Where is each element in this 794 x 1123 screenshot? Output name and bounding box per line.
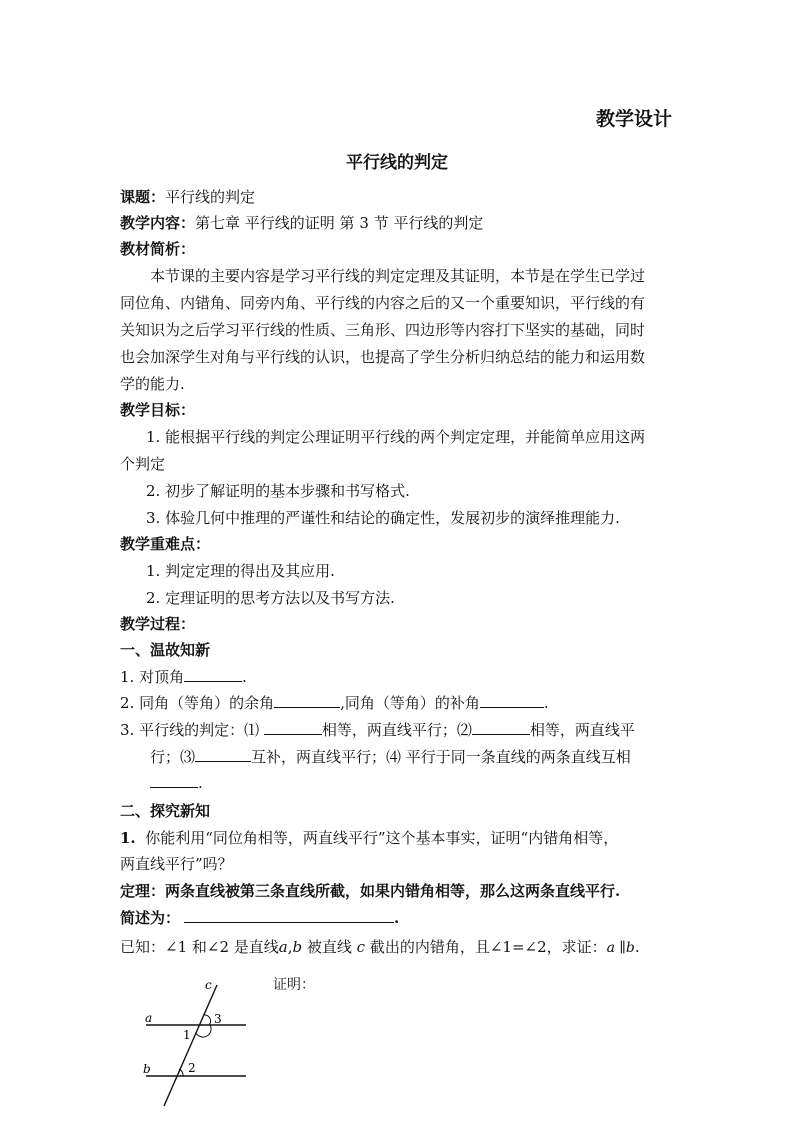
analysis-line: 关知识为之后学习平行线的性质、三角形、四边形等内容打下坚实的基础，同时 [120,321,646,339]
given-var: a [278,938,288,956]
brief-label: 简述为： [120,909,181,927]
answer-blank[interactable] [195,746,251,762]
goal-item: 个判定 [120,455,166,473]
document-type-label: 教学设计 [596,108,673,130]
answer-blank[interactable] [150,772,198,788]
question-number: 1. [120,829,136,847]
key-points-label: 教学重难点： [120,535,211,553]
review-question-2 [120,692,549,713]
analysis-line: 本节课的主要内容是学习平行线的判定定理及其证明，本节是在学生已学过 [150,267,646,285]
explore-question-cont: 两直线平行”吗？ [120,855,233,873]
analysis-line: 学的能力. [120,375,185,393]
line-c [164,985,217,1106]
question-text: 你能利用“同位角相等，两直线平行”这个基本事实，证明“内错角相等， [145,829,619,847]
question-text: 2. 同角（等角）的余角 [120,694,275,712]
review-question-3-end [150,772,203,792]
brief-end: . [394,909,400,927]
key-point-item: 2. 定理证明的思考方法以及书写方法. [146,589,395,607]
label-angle-1: 1 [183,1028,191,1042]
given-text: 被直线 [302,938,357,956]
goal-item: 2. 初步了解证明的基本步骤和书写格式. [146,482,410,500]
question-text: 行；⑶ [150,748,196,766]
question-text: . [242,668,247,686]
process-label: 教学过程： [120,615,196,633]
key-point-item: 1. 判定定理的得出及其应用. [146,562,335,580]
given-text: 截出的内错角，且∠1=∠2，求证： [365,938,607,956]
proof-label: 证明： [273,977,315,993]
answer-blank[interactable] [472,719,530,735]
brief-row [120,907,399,928]
answer-blank[interactable] [184,666,242,682]
label-angle-3: 3 [214,1012,222,1026]
review-question-1 [120,666,247,687]
answer-blank[interactable] [184,907,394,923]
question-text: . [543,694,549,712]
label-c: c [205,978,212,992]
explore-question [120,827,618,848]
analysis-line: 也会加深学生对角与平行线的认识，也提高了学生分析归纳总结的能力和运用数 [120,348,646,366]
given-var: c [356,938,366,956]
course-row [120,186,255,207]
answer-blank[interactable] [480,692,544,708]
course-label: 课题： [120,188,166,206]
goal-item: 1. 能根据平行线的判定公理证明平行线的两个判定定理，并能简单应用这两 [146,428,646,446]
page-title: 平行线的判定 [346,153,448,173]
given-text: . [634,938,640,956]
theorem-statement: 定理：两条直线被第三条直线所截，如果内错角相等，那么这两条直线平行. [120,882,621,900]
given-var: b [292,938,303,956]
angle-3-arc [204,1015,211,1025]
goals-label: 教学目标： [120,401,196,419]
question-text: 相等，两直线平行；⑵ [321,721,472,739]
answer-blank[interactable] [264,719,322,735]
given-text: 已知：∠1 和∠2 是直线 [120,938,279,956]
analysis-label: 教材简析： [120,240,196,258]
content-value: 第七章 平行线的证明 第 3 节 平行线的判定 [195,214,484,232]
question-text: 1. 对顶角 [120,668,185,686]
label-b: b [143,1062,151,1076]
content-label: 教学内容： [120,214,196,232]
given-statement [120,936,640,957]
question-text: 相等，两直线平 [529,721,635,739]
label-angle-2: 2 [188,1061,196,1075]
given-text: , [287,938,293,956]
parallel-lines-figure [130,975,260,1115]
label-a: a [145,1011,153,1025]
review-question-3 [120,719,635,740]
answer-blank[interactable] [274,692,340,708]
question-text: 互补，两直线平行；⑷ 平行于同一条直线的两条直线互相 [251,748,631,766]
content-row [120,212,483,233]
analysis-line: 同位角、内错角、同旁内角、平行线的内容之后的又一个重要知识，平行线的有 [120,294,646,312]
given-conclusion: a ∥b [606,940,635,956]
section1-heading: 一、温故知新 [120,641,211,659]
question-text: 3. 平行线的判定：⑴ [120,721,264,739]
question-text: ,同角（等角）的补角 [340,694,480,712]
question-text: . [198,774,203,792]
course-value: 平行线的判定 [165,188,256,206]
section2-heading: 二、探究新知 [120,802,211,820]
review-question-3-cont [150,746,631,767]
goal-item: 3. 体验几何中推理的严谨性和结论的确定性，发展初步的演绎推理能力. [146,509,620,527]
